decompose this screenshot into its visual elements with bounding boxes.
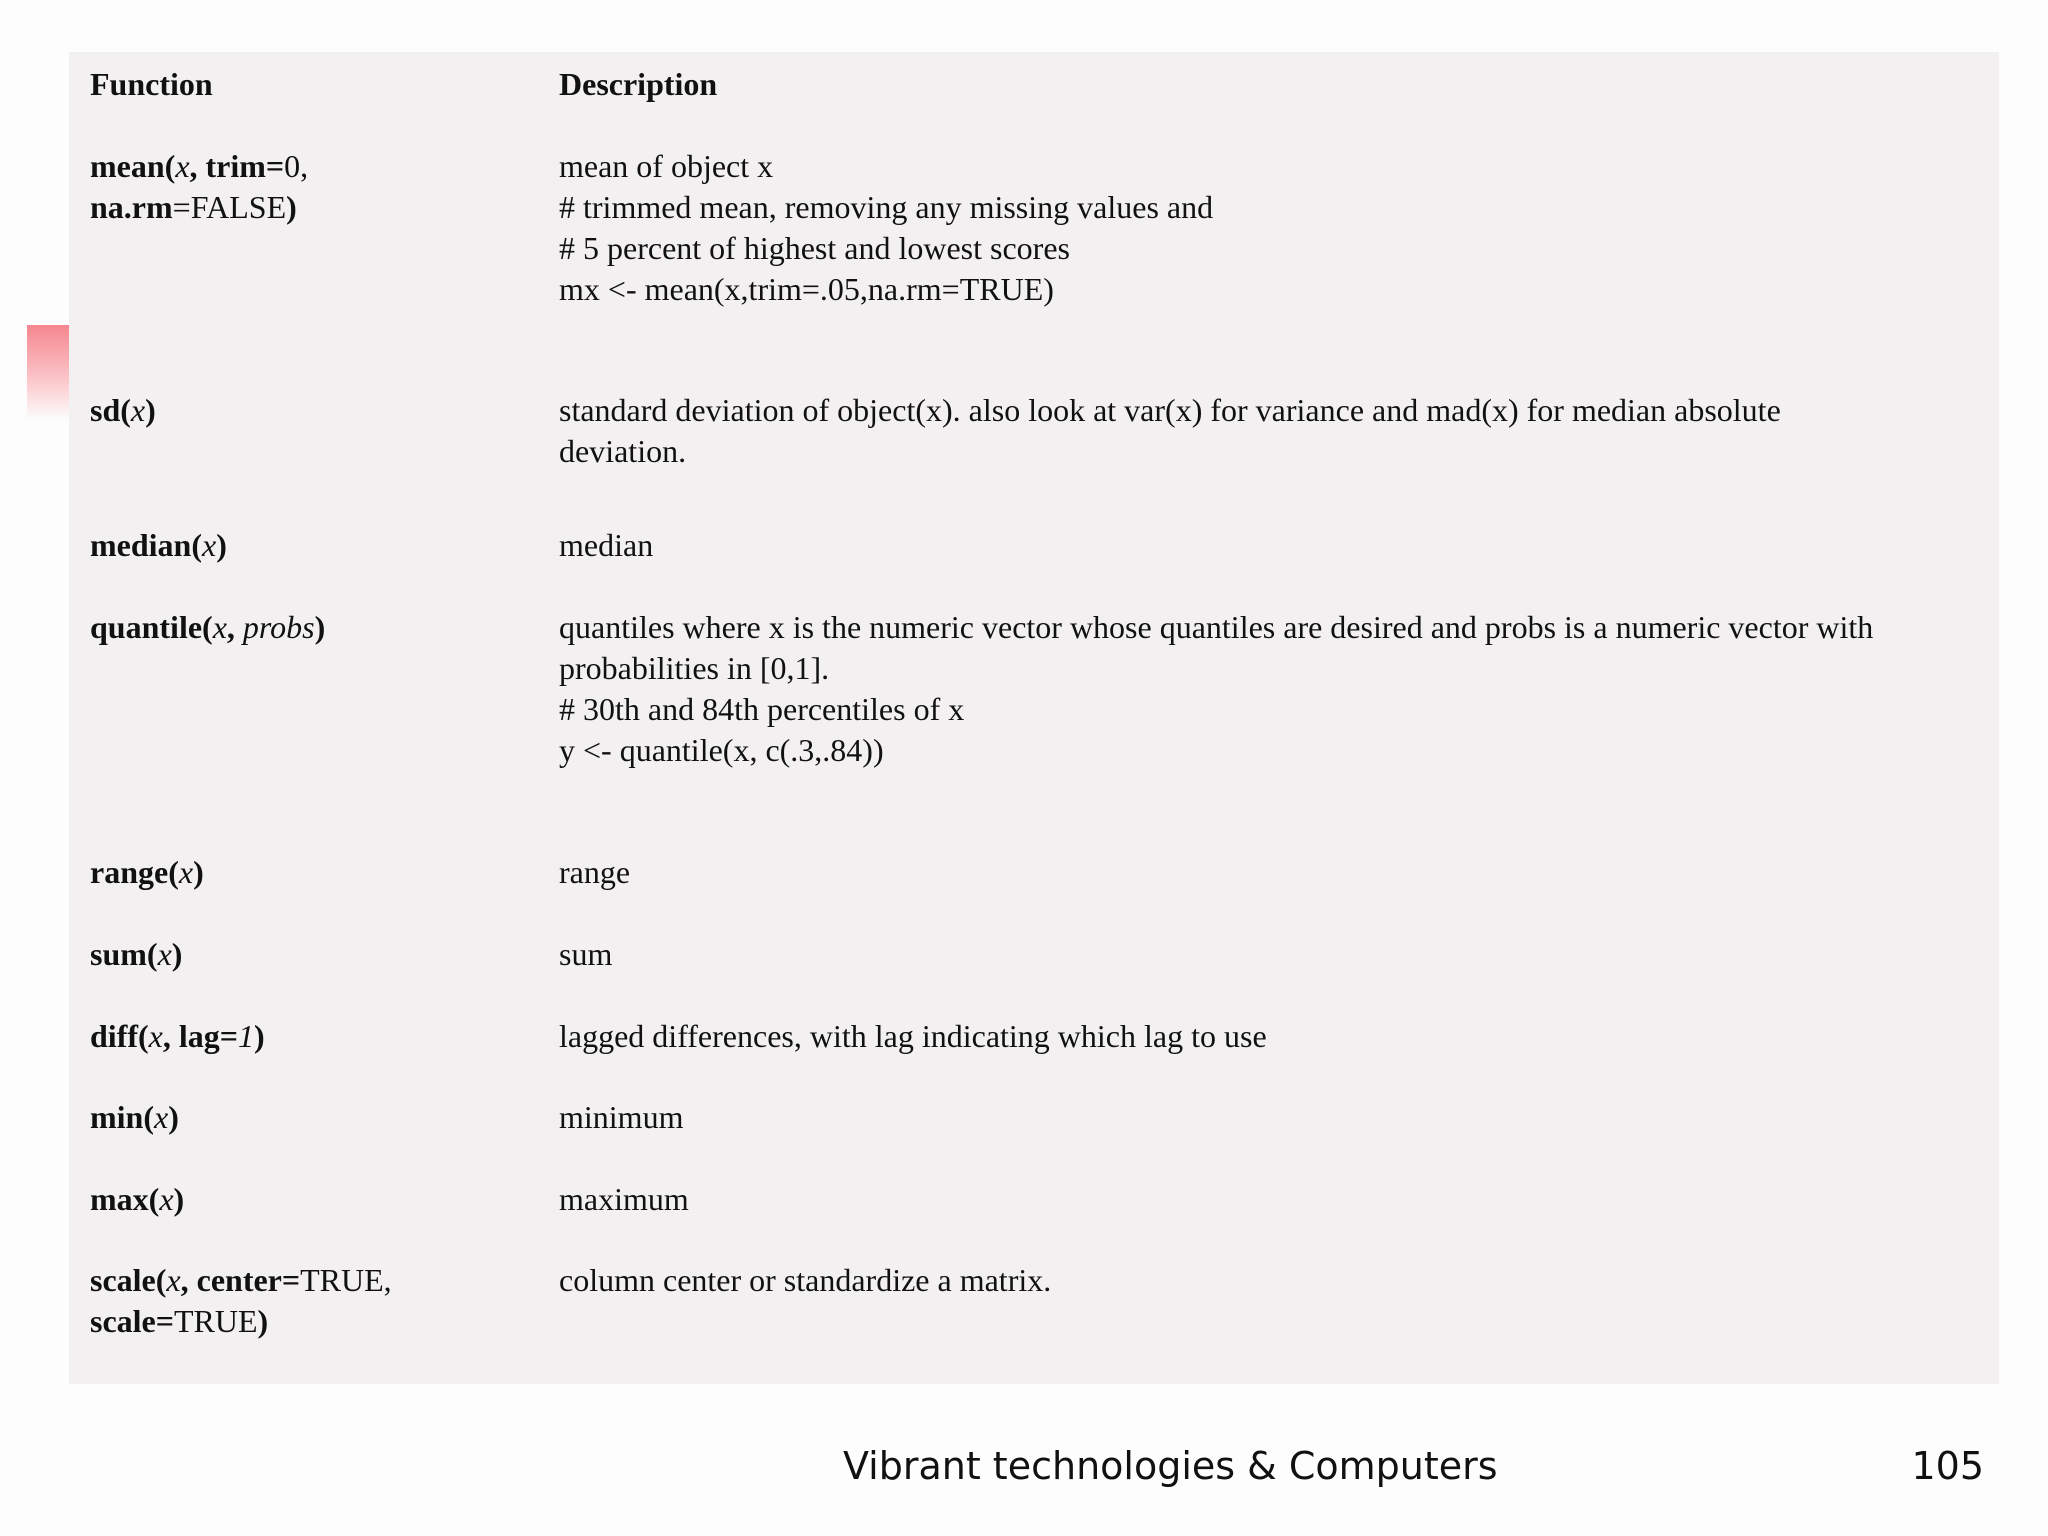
desc-range: range: [559, 854, 631, 890]
fn-sd: sd(x): [90, 392, 156, 428]
desc-line: quantiles where x is the numeric vector whose quantiles are desired and probs is a numeric vector with: [559, 609, 1874, 645]
desc-line: # 30th and 84th percentiles of x: [559, 691, 965, 727]
fn-mean: mean(x, trim=0, na.rm=FALSE): [90, 148, 309, 225]
desc-sd: [559, 390, 1984, 472]
desc-line: y <- quantile(x, c(.3,.84)): [559, 732, 884, 768]
desc-sum: sum: [559, 936, 613, 972]
desc-mean: [559, 146, 1984, 310]
desc-line: mx <- mean(x,trim=.05,na.rm=TRUE): [559, 271, 1054, 307]
decorative-accent-bar: [27, 325, 69, 420]
desc-min: minimum: [559, 1099, 684, 1135]
desc-line: mean of object x: [559, 148, 774, 184]
desc-quantile: [559, 607, 1984, 771]
fn-min: min(x): [90, 1099, 179, 1135]
fn-median: median(x): [90, 527, 227, 563]
header-description: Description: [559, 66, 718, 102]
desc-max: maximum: [559, 1181, 689, 1217]
page-number: 105: [1911, 1444, 1984, 1488]
fn-sum: sum(x): [90, 936, 183, 972]
function-table: [69, 52, 1999, 1384]
desc-line: probabilities in [0,1].: [559, 650, 830, 686]
desc-median: median: [559, 527, 654, 563]
fn-range: range(x): [90, 854, 204, 890]
desc-line: standard deviation of object(x). also look at var(x) for variance and mad(x) for median absolute: [559, 392, 1781, 428]
desc-line: # 5 percent of highest and lowest scores: [559, 230, 1070, 266]
desc-line: # trimmed mean, removing any missing values and: [559, 189, 1214, 225]
fn-diff: diff(x, lag=1): [90, 1018, 265, 1054]
desc-line: deviation.: [559, 433, 687, 469]
footer-company: Vibrant technologies & Computers: [843, 1444, 1498, 1488]
desc-diff: lagged differences, with lag indicating which lag to use: [559, 1018, 1267, 1054]
fn-max: max(x): [90, 1181, 185, 1217]
desc-scale: column center or standardize a matrix.: [559, 1262, 1052, 1298]
header-function: Function: [90, 66, 213, 102]
fn-quantile: quantile(x, probs): [90, 609, 326, 645]
fn-scale: scale(x, center=TRUE, scale=TRUE): [90, 1262, 392, 1339]
